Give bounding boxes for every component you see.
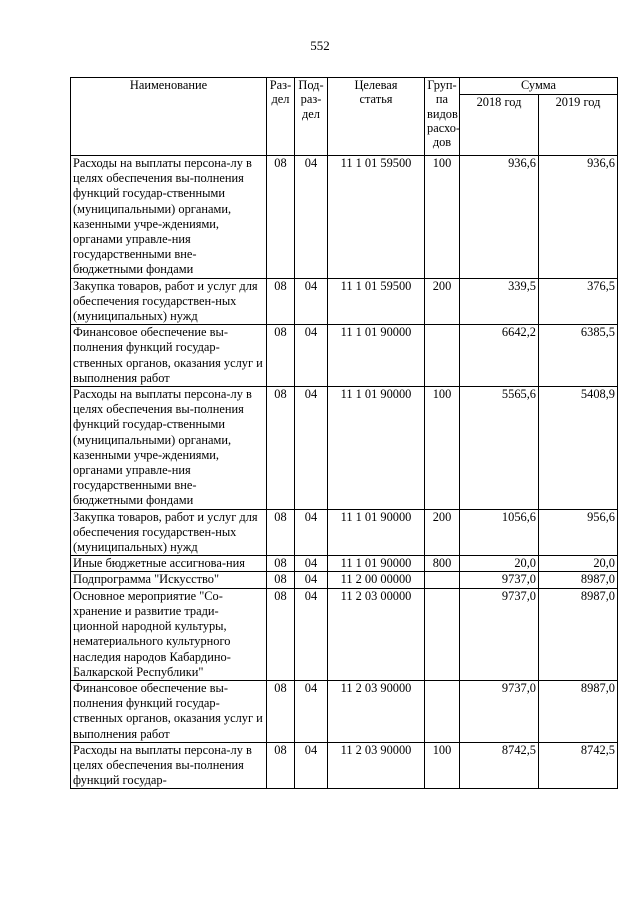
table-row: [71, 588, 618, 680]
cell-tselevaya: 11 2 00 00000: [328, 572, 425, 588]
razdel-l2: дел: [271, 92, 290, 107]
cell-podrazdel: 04: [295, 509, 328, 556]
cell-vid: [425, 325, 460, 387]
cell-podrazdel: 04: [295, 156, 328, 279]
cell-razdel: 08: [267, 588, 295, 680]
cell-tselevaya: 11 2 03 90000: [328, 680, 425, 742]
cell-name: Закупка товаров, работ и услуг для обеспечения государствен-ных (муниципальных) нужд: [71, 278, 267, 325]
cell-vid: [425, 680, 460, 742]
table-row: [71, 509, 618, 556]
cell-2018: 936,6: [460, 156, 539, 279]
cell-tselevaya: 11 1 01 59500: [328, 278, 425, 325]
cell-razdel: 08: [267, 509, 295, 556]
cell-razdel: 08: [267, 156, 295, 279]
cell-vid: 100: [425, 742, 460, 789]
page-number: 552: [310, 38, 330, 53]
col-header-2018: 2018 год: [460, 95, 539, 156]
cell-tselevaya: 11 2 03 90000: [328, 742, 425, 789]
cell-2019: 8987,0: [539, 572, 618, 588]
cell-tselevaya: 11 1 01 90000: [328, 509, 425, 556]
cell-tselevaya: 11 1 01 90000: [328, 387, 425, 510]
cell-name: Иные бюджетные ассигнова-ния: [71, 556, 267, 572]
table-row: [71, 156, 618, 279]
col-header-2019: 2019 год: [539, 95, 618, 156]
cell-name: Финансовое обеспечение вы-полнения функций государ-ственных органов, оказания услуг и выполнения работ: [71, 325, 267, 387]
cell-name: Расходы на выплаты персона-лу в целях обеспечения вы-полнения функций государ-ственными (муниципальными) органами, казенными учре-ждениями, органами управле-ния государственными вне-бюджетными фондами: [71, 156, 267, 279]
cell-razdel: 08: [267, 387, 295, 510]
cell-2018: 8742,5: [460, 742, 539, 789]
cell-tselevaya: 11 1 01 90000: [328, 556, 425, 572]
cell-podrazdel: 04: [295, 325, 328, 387]
cell-2018: 339,5: [460, 278, 539, 325]
cell-name: Основное мероприятие "Со-хранение и развитие тради-ционной народной культуры, нематериального культурного наследия народов Кабардино-Балкарской Республики": [71, 588, 267, 680]
cell-2019: 8742,5: [539, 742, 618, 789]
cell-podrazdel: 04: [295, 588, 328, 680]
cell-name: Расходы на выплаты персона-лу в целях обеспечения вы-полнения функций государ-: [71, 742, 267, 789]
col-header-razdel: [267, 78, 295, 156]
col-header-summa: Сумма: [460, 78, 618, 95]
cell-2018: 5565,6: [460, 387, 539, 510]
cell-2018: 9737,0: [460, 572, 539, 588]
cell-vid: 200: [425, 278, 460, 325]
cell-razdel: 08: [267, 680, 295, 742]
cell-podrazdel: 04: [295, 387, 328, 510]
cell-name: Расходы на выплаты персона-лу в целях обеспечения вы-полнения функций государ-ственными (муниципальными) органами, казенными учре-ждениями, органами управле-ния государственными вне-бюджетными фондами: [71, 387, 267, 510]
cell-podrazdel: 04: [295, 278, 328, 325]
razdel-l1: Раз-: [269, 78, 292, 92]
cell-name: Финансовое обеспечение вы-полнения функций государ-ственных органов, оказания услуг и выполнения работ: [71, 680, 267, 742]
cell-razdel: 08: [267, 742, 295, 789]
table-row: [71, 387, 618, 510]
col-header-name: Наименование: [71, 78, 267, 156]
cell-tselevaya: 11 1 01 90000: [328, 325, 425, 387]
cell-2018: 9737,0: [460, 680, 539, 742]
cell-2018: 9737,0: [460, 588, 539, 680]
cell-razdel: 08: [267, 556, 295, 572]
cell-podrazdel: 04: [295, 742, 328, 789]
cell-2018: 1056,6: [460, 509, 539, 556]
cell-2018: 6642,2: [460, 325, 539, 387]
cell-podrazdel: 04: [295, 556, 328, 572]
cell-razdel: 08: [267, 278, 295, 325]
table-row: [71, 742, 618, 789]
cell-2019: 8987,0: [539, 588, 618, 680]
col-header-gruppa: Груп- па видов расхо- дов: [425, 78, 460, 156]
cell-podrazdel: 04: [295, 680, 328, 742]
budget-table: [70, 77, 618, 789]
cell-name: Закупка товаров, работ и услуг для обеспечения государствен-ных (муниципальных) нужд: [71, 509, 267, 556]
cell-2019: 936,6: [539, 156, 618, 279]
cell-vid: [425, 572, 460, 588]
cell-tselevaya: 11 1 01 59500: [328, 156, 425, 279]
cell-podrazdel: 04: [295, 572, 328, 588]
cell-2019: 376,5: [539, 278, 618, 325]
cell-tselevaya: 11 2 03 00000: [328, 588, 425, 680]
cell-razdel: 08: [267, 325, 295, 387]
cell-2019: 5408,9: [539, 387, 618, 510]
table-row: [71, 680, 618, 742]
cell-razdel: 08: [267, 572, 295, 588]
table-row: [71, 556, 618, 572]
cell-vid: [425, 588, 460, 680]
table-row: [71, 278, 618, 325]
cell-2019: 8987,0: [539, 680, 618, 742]
cell-2019: 6385,5: [539, 325, 618, 387]
cell-vid: 100: [425, 156, 460, 279]
cell-vid: 800: [425, 556, 460, 572]
table-row: [71, 325, 618, 387]
cell-2019: 956,6: [539, 509, 618, 556]
cell-vid: 200: [425, 509, 460, 556]
table-row: [71, 572, 618, 588]
col-header-tselevaya: Целевая статья: [328, 78, 425, 156]
cell-vid: 100: [425, 387, 460, 510]
cell-2018: 20,0: [460, 556, 539, 572]
col-header-podrazdel: Под- раз- дел: [295, 78, 328, 156]
cell-name: Подпрограмма "Искусство": [71, 572, 267, 588]
cell-2019: 20,0: [539, 556, 618, 572]
